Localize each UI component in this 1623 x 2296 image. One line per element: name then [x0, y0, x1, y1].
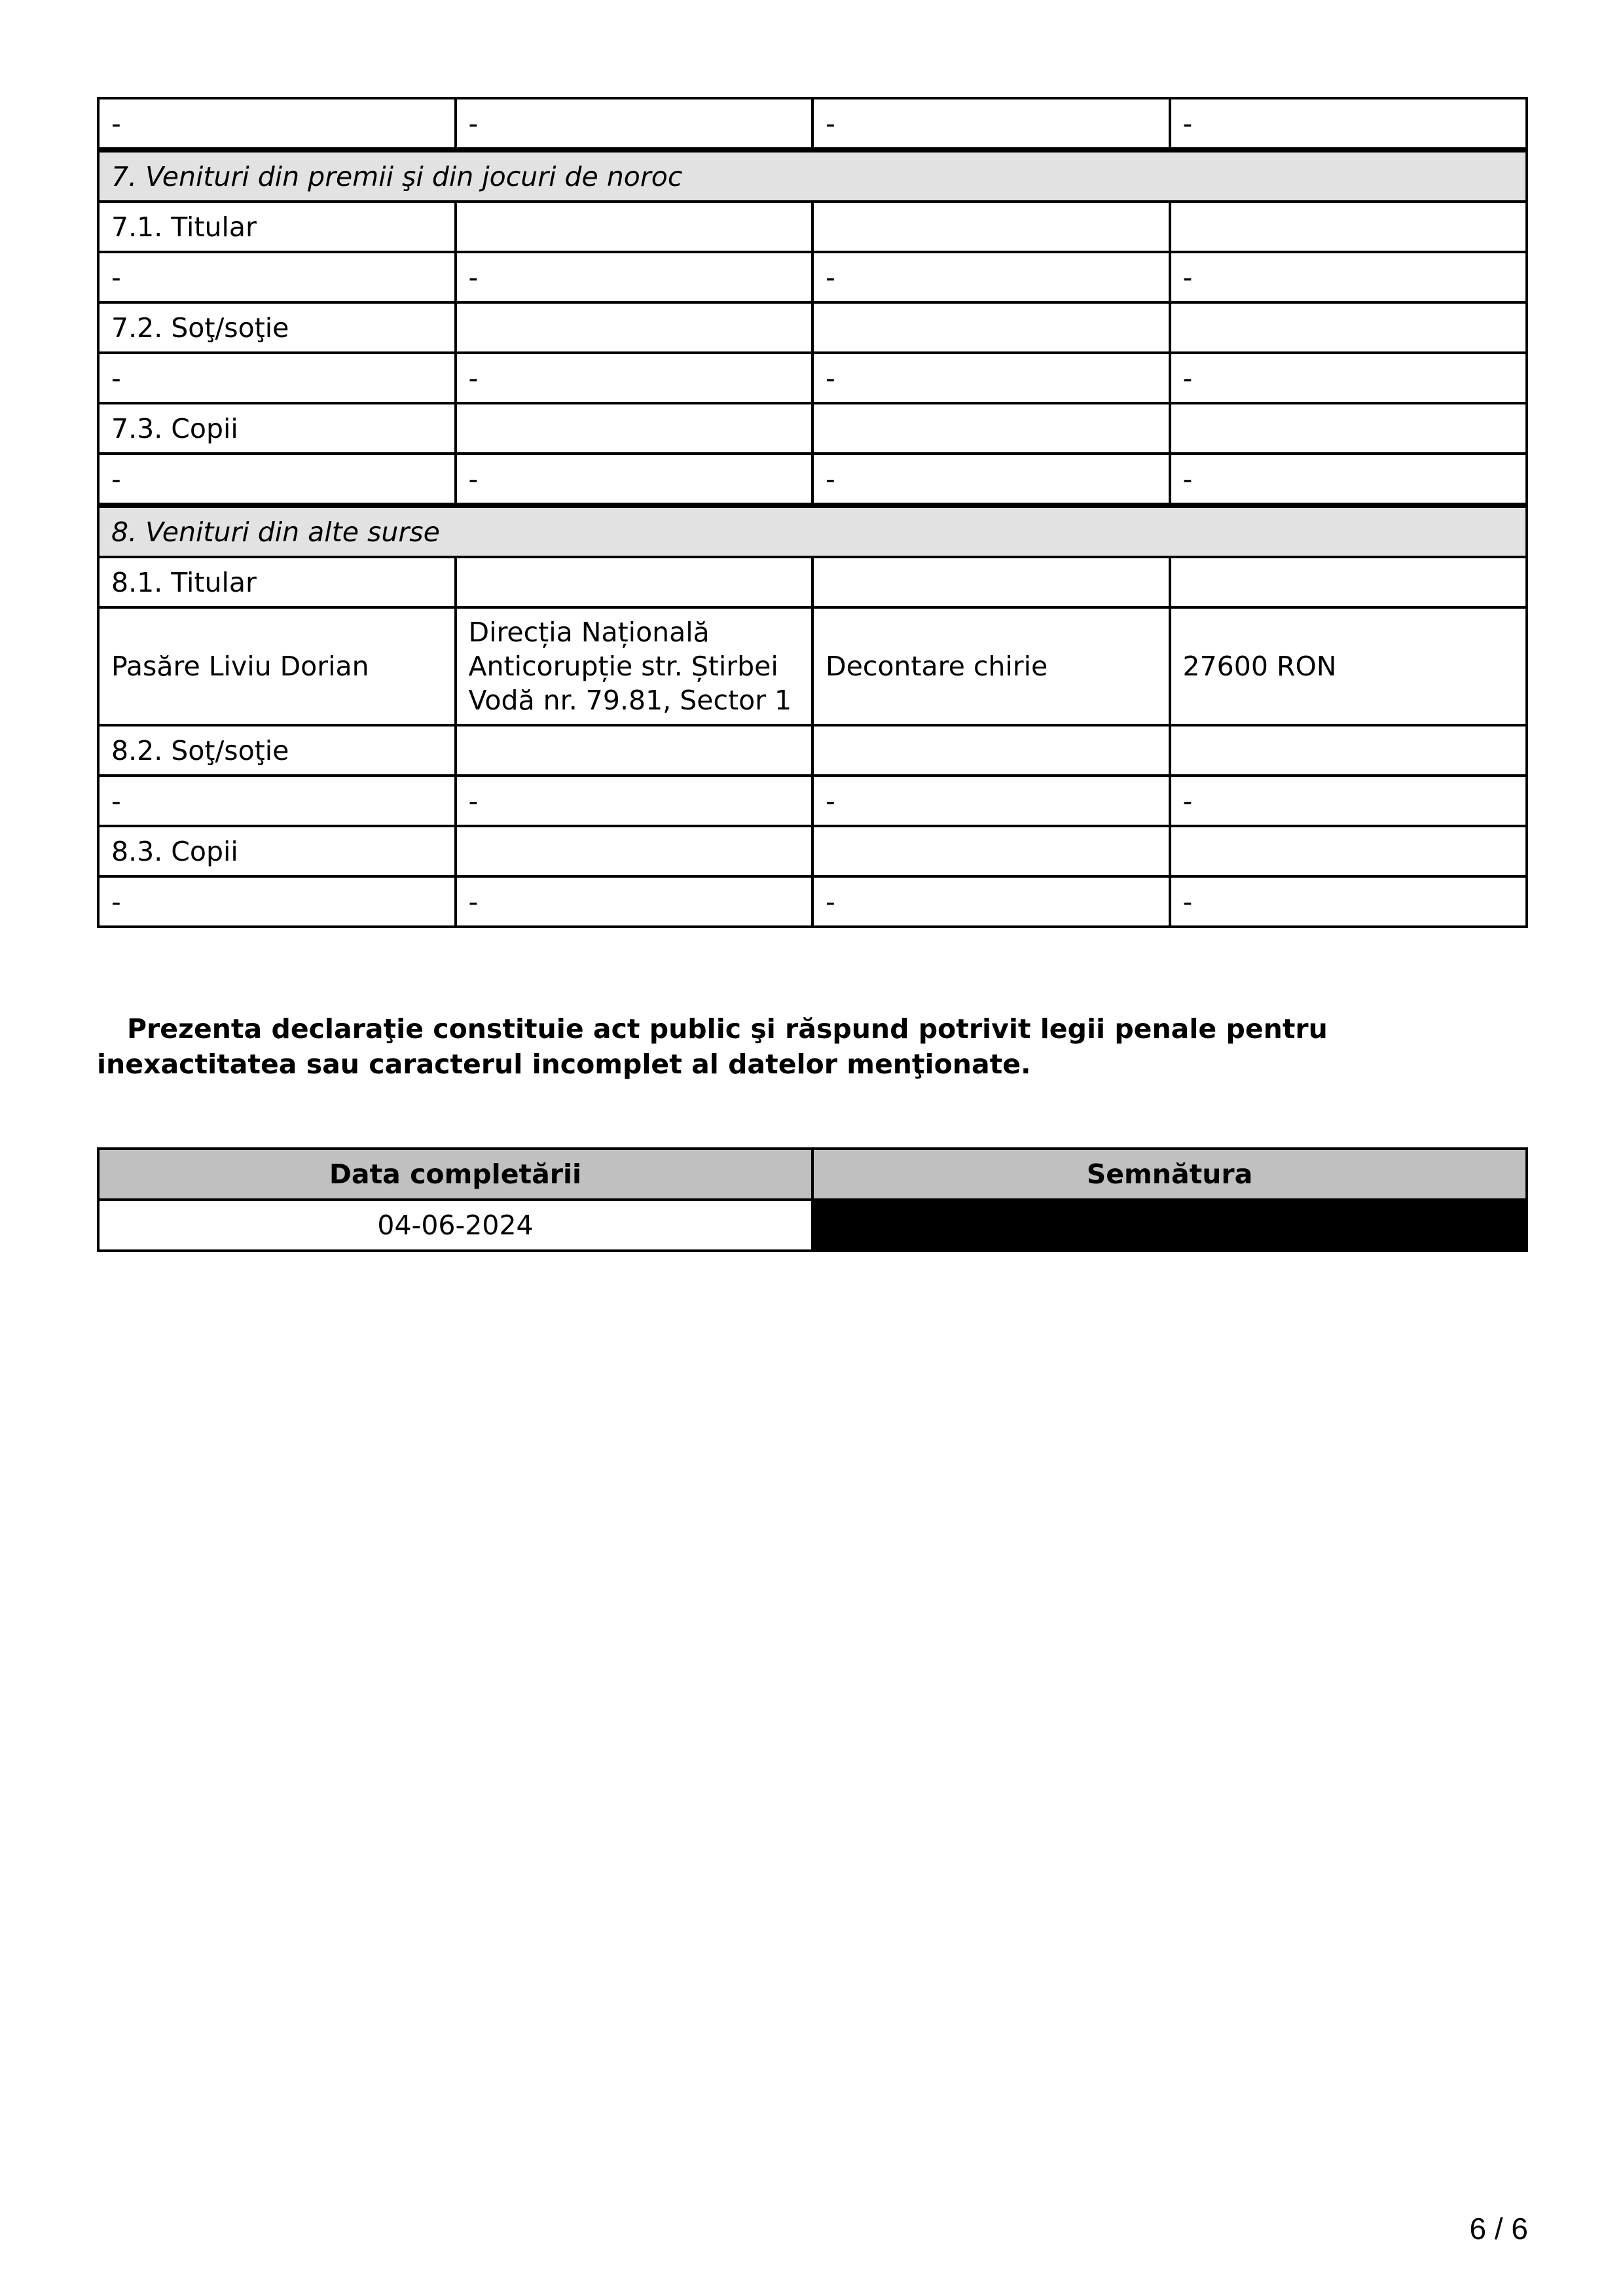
table-cell: Pasăre Liviu Dorian	[98, 607, 456, 725]
table-cell: -	[812, 98, 1170, 150]
table-row	[98, 454, 1527, 505]
completion-date: 04-06-2024	[98, 1200, 812, 1251]
section-header-row	[98, 150, 1527, 202]
table-row	[98, 202, 1527, 252]
table-cell: -	[812, 776, 1170, 826]
table-cell: -	[98, 876, 456, 927]
table-row	[98, 557, 1527, 607]
table-cell	[812, 557, 1170, 607]
table-cell: -	[456, 876, 813, 927]
table-cell: -	[98, 252, 456, 302]
table-row	[98, 302, 1527, 353]
section-title: 7. Venituri din premii şi din jocuri de noroc	[98, 150, 1527, 202]
table-cell	[456, 725, 813, 776]
table-row	[98, 607, 1527, 725]
table-cell	[1170, 403, 1527, 454]
table-cell: -	[1170, 252, 1527, 302]
table-cell	[812, 725, 1170, 776]
signature-table-value-row	[98, 1200, 1527, 1251]
table-row	[98, 725, 1527, 776]
signature-table	[97, 1147, 1528, 1252]
table-cell: -	[1170, 454, 1527, 505]
table-cell: -	[456, 776, 813, 826]
table-row	[98, 826, 1527, 876]
table-cell: 27600 RON	[1170, 607, 1527, 725]
table-cell: -	[1170, 776, 1527, 826]
table-cell	[812, 826, 1170, 876]
table-cell	[456, 826, 813, 876]
table-row	[98, 98, 1527, 150]
table-cell: 8.1. Titular	[98, 557, 456, 607]
table-cell: -	[456, 353, 813, 403]
table-cell: 8.3. Copii	[98, 826, 456, 876]
table-cell: -	[456, 454, 813, 505]
table-cell: -	[98, 776, 456, 826]
table-cell: 7.3. Copii	[98, 403, 456, 454]
table-cell	[1170, 202, 1527, 252]
date-header: Data completării	[98, 1149, 812, 1200]
table-cell: -	[98, 454, 456, 505]
section-header-row	[98, 505, 1527, 557]
table-cell	[812, 302, 1170, 353]
table-cell: -	[456, 252, 813, 302]
table-cell: -	[812, 353, 1170, 403]
table-cell: -	[812, 876, 1170, 927]
table-cell: -	[456, 98, 813, 150]
signature-redacted	[812, 1200, 1527, 1251]
table-row	[98, 252, 1527, 302]
declaration-statement: Prezenta declaraţie constituie act public şi răspund potrivit legii penale pentru inexactitatea sau caracterul incomplet al datelor menţionate.	[97, 1013, 1328, 1080]
table-cell	[456, 557, 813, 607]
table-row	[98, 876, 1527, 927]
table-cell: Direcția Națională Anticorupție str. Știrbei Vodă nr. 79.81, Sector 1	[456, 607, 813, 725]
table-row	[98, 353, 1527, 403]
income-table	[97, 97, 1528, 928]
table-cell	[1170, 557, 1527, 607]
table-cell	[812, 202, 1170, 252]
table-cell: 7.2. Soţ/soţie	[98, 302, 456, 353]
income-table-body	[98, 98, 1527, 927]
table-cell: -	[1170, 876, 1527, 927]
table-cell: -	[1170, 98, 1527, 150]
table-cell	[1170, 302, 1527, 353]
table-cell: -	[98, 98, 456, 150]
table-cell	[456, 403, 813, 454]
table-cell	[456, 302, 813, 353]
signature-table-header-row	[98, 1149, 1527, 1200]
table-cell	[812, 403, 1170, 454]
table-cell: 7.1. Titular	[98, 202, 456, 252]
table-cell	[456, 202, 813, 252]
table-row	[98, 776, 1527, 826]
table-cell	[1170, 725, 1527, 776]
table-cell: -	[98, 353, 456, 403]
table-cell: 8.2. Soţ/soţie	[98, 725, 456, 776]
table-cell: -	[1170, 353, 1527, 403]
table-cell: Decontare chirie	[812, 607, 1170, 725]
table-cell: -	[812, 454, 1170, 505]
page-number: 6 / 6	[1469, 2212, 1528, 2246]
table-cell: -	[812, 252, 1170, 302]
table-row	[98, 403, 1527, 454]
section-title: 8. Venituri din alte surse	[98, 505, 1527, 557]
table-cell	[1170, 826, 1527, 876]
signature-header: Semnătura	[812, 1149, 1527, 1200]
